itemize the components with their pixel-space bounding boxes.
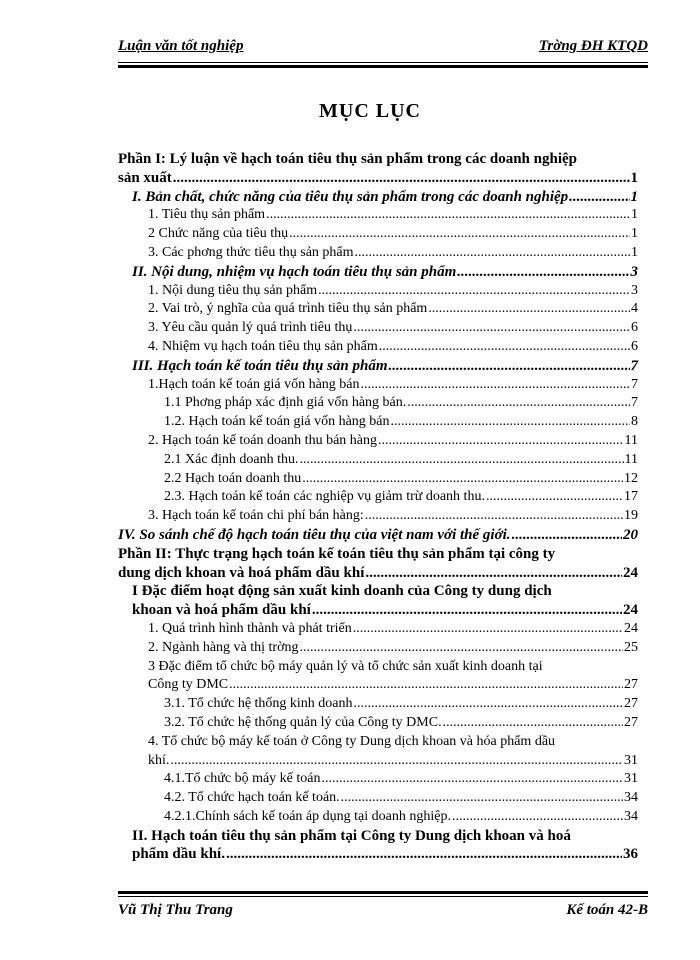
toc-entry [118, 338, 638, 357]
dot-leader [457, 263, 629, 282]
toc-entry-text: phẩm dầu khí. [132, 846, 225, 863]
dot-leader [300, 451, 624, 470]
header-right: Trờng ĐH KTQD [538, 38, 648, 54]
dot-leader [365, 507, 623, 526]
toc-entry-text: Công ty DMC [148, 677, 229, 693]
toc-entry-text: 3. Hạch toán kế toán chi phí bán hàng: [148, 508, 364, 524]
toc-entry-text: Phần I: Lý luận về hạch toán tiêu thụ sản phẩm trong các doanh nghiệp [118, 151, 577, 167]
header-rule-thin [118, 62, 648, 63]
toc-entry [118, 225, 638, 244]
toc-entry-text: 4. Tổ chức bộ máy kế toán ở Công ty Dung dịch khoan và hóa phẩm dầu [148, 733, 556, 749]
toc-entry-text: III. Hạch toán kế toán tiêu thụ sản phẩm [132, 357, 388, 374]
dot-leader [512, 526, 622, 545]
footer-rule-thin [118, 896, 648, 897]
toc-page-number: 11 [624, 451, 638, 467]
toc-entry [118, 808, 638, 827]
dot-leader [312, 601, 622, 620]
toc-entry [118, 658, 638, 696]
dot-leader [266, 206, 630, 225]
dot-leader [318, 282, 630, 301]
toc-page-number: 3 [631, 282, 638, 298]
toc-entry-text: 2. Ngành hàng và thị trờng [148, 639, 299, 655]
dot-leader [226, 845, 622, 864]
toc-entry [118, 733, 638, 771]
toc-entry-text: II. Hạch toán tiêu thụ sản phẩm tại Công ty Dung dịch khoan và hoá [132, 827, 571, 844]
toc-page-number: 31 [624, 771, 638, 787]
toc-entry-text: 3.1. Tổ chức hệ thống kinh doanh [164, 696, 353, 712]
page-title: MỤC LỤC [319, 100, 421, 122]
dot-leader [407, 394, 630, 413]
toc-entry [118, 507, 638, 526]
toc-page-number: 27 [624, 677, 638, 693]
toc-entry [118, 376, 638, 395]
toc-page-number: 1 [631, 244, 638, 260]
toc-entry-text: 4.2.1.Chính sách kế toán áp dụng tại doanh nghiệp. [164, 808, 451, 824]
toc-entry-text: 2. Hạch toán kế toán doanh thu bán hàng [148, 432, 377, 448]
dot-leader [365, 564, 622, 583]
toc-page-number: 3 [630, 263, 638, 280]
toc-entry [118, 714, 638, 733]
toc-entry-text: 4.1.Tổ chức bộ máy kế toán [164, 771, 321, 787]
dot-leader [173, 169, 630, 188]
toc-entry [118, 263, 638, 282]
footer-rule-thick [118, 891, 648, 894]
footer-left: Vũ Thị Thu Trang [118, 902, 233, 918]
dot-leader [391, 413, 631, 432]
toc-entry [118, 620, 638, 639]
toc-entry [118, 206, 638, 225]
toc-entry-text: 3 Đặc điểm tổ chức bộ máy quản lý và tổ chức sản xuất kinh doanh tại [148, 658, 543, 674]
dot-leader [302, 470, 623, 489]
toc-entry [118, 244, 638, 263]
toc-page-number: 24 [623, 602, 638, 619]
toc-entry-text: 1. Quá trình hình thành và phát triển [148, 620, 352, 636]
footer-right: Kế toán 42-B [566, 902, 648, 918]
dot-leader [379, 338, 630, 357]
dot-leader [388, 357, 629, 376]
toc-entry-text: 4.2. Tổ chức hạch toán kế toán. [164, 790, 340, 806]
toc-page-number: 8 [631, 414, 638, 430]
toc-page-number: 24 [624, 620, 638, 636]
dot-leader [341, 789, 623, 808]
toc-page-number: 7 [630, 357, 638, 374]
toc-entry [118, 451, 638, 470]
toc-entry-text: 1.1 Phơng pháp xác định giá vốn hàng bán. [164, 395, 407, 411]
dot-leader [361, 376, 631, 395]
toc-page-number: 31 [624, 752, 638, 768]
dot-leader [353, 319, 630, 338]
toc-entry [118, 582, 638, 620]
toc-entry-text: 2.2 Hạch toán doanh thu [164, 470, 302, 486]
toc-entry-text: 1. Tiêu thụ sản phẩm [148, 207, 266, 223]
toc-entry [118, 789, 638, 808]
toc-entry-text: 3.2. Tổ chức hệ thống quản lý của Công ty DMC. [164, 714, 442, 730]
toc-page-number: 4 [631, 301, 638, 317]
toc-page-number: 1 [630, 188, 638, 205]
dot-leader [354, 695, 623, 714]
toc-entry-text: 1. Nội dung tiêu thụ sản phẩm [148, 282, 318, 298]
toc-entry [118, 827, 638, 865]
dot-leader [229, 676, 623, 695]
toc-entry [118, 488, 638, 507]
toc-page-number: 34 [624, 808, 638, 824]
toc-page-number: 24 [623, 564, 638, 581]
dot-leader [486, 488, 623, 507]
dot-leader [300, 639, 624, 658]
toc-page-number: 19 [624, 508, 638, 524]
toc-entry [118, 526, 638, 545]
toc-page-number: 7 [631, 376, 638, 392]
toc-entry [118, 282, 638, 301]
toc-entry [118, 300, 638, 319]
toc-entry-text: sản xuất [118, 169, 172, 186]
toc-entry-text: 3. Yêu cầu quản lý quá trình tiêu thụ [148, 320, 353, 336]
toc-entry [118, 357, 638, 376]
dot-leader [355, 244, 630, 263]
toc-entry-text: 3. Các phơng thức tiêu thụ sản phẩm [148, 244, 354, 260]
header-left: Luận văn tốt nghiệp [118, 38, 244, 54]
toc-entry [118, 432, 638, 451]
toc-entry [118, 150, 638, 188]
toc-page-number: 34 [624, 790, 638, 806]
toc-entry [118, 413, 638, 432]
toc-page-number: 12 [624, 470, 638, 486]
dot-leader [452, 808, 623, 827]
toc-page-number: 36 [623, 846, 638, 863]
toc-entry-text: 2.1 Xác định doanh thu. [164, 451, 299, 467]
toc-page-number: 1 [630, 169, 638, 186]
toc-page-number: 1 [631, 207, 638, 223]
toc-entry [118, 695, 638, 714]
toc-entry-text: dung dịch khoan và hoá phẩm dầu khí [118, 564, 365, 581]
toc-entry-text: 1.2. Hạch toán kế toán giá vốn hàng bán [164, 414, 390, 430]
toc-entry-text: 4. Nhiệm vụ hạch toán tiêu thụ sản phẩm [148, 338, 378, 354]
toc-page-number: 17 [624, 489, 638, 505]
dot-leader [378, 432, 624, 451]
toc-entry-text: I. Bản chất, chức năng của tiêu thụ sản phẩm trong các doanh nghiệp [132, 188, 569, 205]
toc-entry-text: khí. [148, 752, 170, 768]
dot-leader [353, 620, 623, 639]
header-rule-thick [118, 65, 648, 68]
toc-page-number: 7 [631, 395, 638, 411]
toc-entry [118, 545, 638, 583]
toc-entry-text: IV. So sánh chế độ hạch toán tiêu thụ của việt nam với thế giới. [118, 526, 511, 543]
toc-page-number: 20 [623, 526, 638, 543]
toc-page-number: 27 [624, 714, 638, 730]
toc-page-number: 27 [624, 696, 638, 712]
toc-entry [118, 188, 638, 207]
toc-entry-text: 2. Vai trò, ý nghĩa của quá trình tiêu thụ sản phẩm [148, 301, 428, 317]
dot-leader [569, 188, 629, 207]
toc-entry-text: II. Nội dung, nhiệm vụ hạch toán tiêu thụ sản phẩm [132, 263, 457, 280]
dot-leader [443, 714, 623, 733]
dot-leader [170, 752, 623, 771]
toc-entry-text: I Đặc điểm hoạt động sản xuất kinh doanh của Công ty dung dịch [132, 583, 552, 600]
toc-entry [118, 394, 638, 413]
toc-page-number: 1 [631, 226, 638, 242]
toc-page-number: 6 [631, 338, 638, 354]
toc-entry-text: khoan và hoá phẩm dầu khí [132, 602, 311, 619]
toc-page-number: 25 [624, 639, 638, 655]
toc-entry [118, 470, 638, 489]
dot-leader [289, 225, 630, 244]
toc-entry-text: 2.3. Hạch toán kế toán các nghiệp vụ giảm trừ doanh thu. [164, 489, 485, 505]
page-header [118, 38, 648, 60]
toc-entry [118, 319, 638, 338]
toc-entry [118, 770, 638, 789]
dot-leader [322, 770, 624, 789]
toc-entry-text: 2 Chức năng của tiêu thụ [148, 226, 289, 242]
toc-entry [118, 639, 638, 658]
toc-entry-text: 1.Hạch toán kế toán giá vốn hàng bán [148, 376, 360, 392]
toc-page-number: 11 [624, 432, 638, 448]
page-footer [118, 902, 648, 924]
toc-entry-text: Phần II: Thực trạng hạch toán kế toán tiêu thụ sản phẩm tại công ty [118, 545, 556, 562]
dot-leader [428, 300, 630, 319]
toc-page-number: 6 [631, 320, 638, 336]
table-of-contents [118, 150, 638, 864]
